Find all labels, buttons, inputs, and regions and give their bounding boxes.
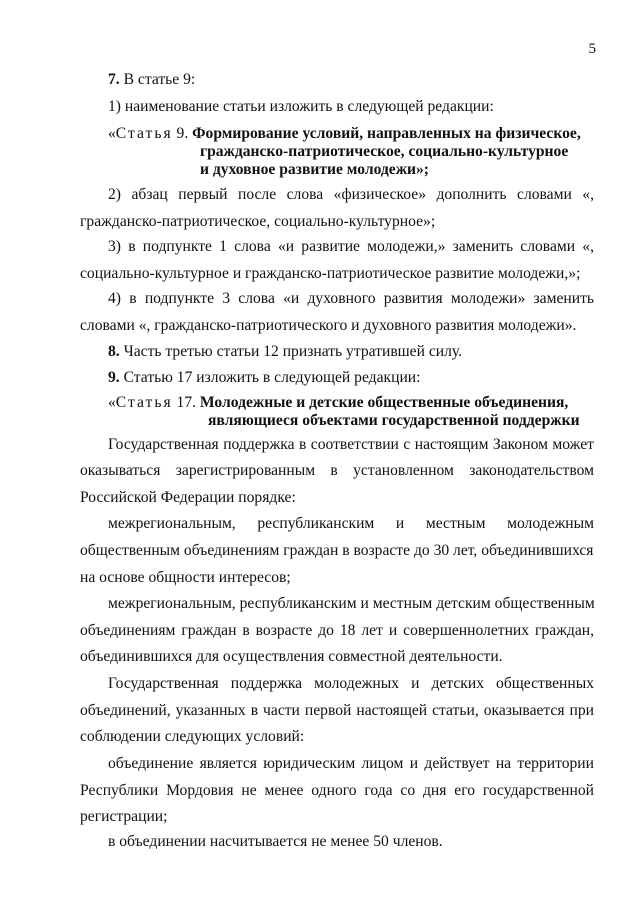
article-9-number: 9. [172,125,193,142]
item-8-text: Часть третью статьи 12 признать утратившей силу. [119,343,463,360]
item-9-heading [80,368,594,388]
para-2-line-2: общественным объединениям граждан в возрасте до 30 лет, объединившихся [80,542,594,559]
article-17-title-line-1 [80,393,594,413]
para-2-line-3: на основе общности интересов; [80,569,291,586]
article-9-title-line-2: гражданско-патриотическое, социально-культурное [200,143,569,160]
item-9-number: 9. [108,369,120,386]
item-7-sub-2-line-1: 2) абзац первый после слова «физическое» дополнить словами «, [108,186,594,203]
para-6-line-1: в объединении насчитывается не менее 50 членов. [108,833,443,850]
article-17-title-text-1: Молодежные и детские общественные объединения, [199,394,569,411]
item-7-sub-3-line-2: социально-культурное и гражданско-патриотическое развитие молодежи,»; [80,265,581,282]
item-8-number: 8. [108,343,120,360]
para-4-line-1: Государственная поддержка молодежных и детских общественных [108,675,594,692]
article-17-title-line-2: являющиеся объектами государственной поддержки [208,412,580,429]
para-5-line-3: регистрации; [80,808,168,825]
para-5-line-2: Республики Мордовия не менее одного года со дня его государственной [80,782,594,799]
item-7-sub-3-line-1: 3) в подпункте 1 слова «и развитие молодежи,» заменить словами «, [108,238,594,255]
item-9-text: Статью 17 изложить в следующей редакции: [119,369,421,386]
article-9-title-line-1 [80,124,594,144]
article-9-word: Статья [115,125,173,142]
para-3-line-3: объединившихся для осуществления совместной деятельности. [80,648,503,665]
page-number: 5 [588,41,596,57]
article-17-open-quote: « [108,394,116,411]
item-7-sub-1: 1) наименование статьи изложить в следующей редакции: [108,98,494,115]
item-7-number: 7. [108,71,120,88]
para-4-line-2: объединений, указанных в части первой настоящей статьи, оказывается при [80,702,594,719]
item-7-sub-2-line-2: гражданско-патриотическое, социально-культурное»; [80,213,436,230]
article-9-title-line-3: и духовное развитие молодежи»; [200,161,430,178]
article-9-title-text-1: Формирование условий, направленных на физическое, [192,125,581,142]
article-9-open-quote: « [108,125,116,142]
item-8 [80,342,594,362]
item-7-sub-4-line-1: 4) в подпункте 3 слова «и духовного развития молодежи» заменить [108,290,594,307]
para-3-line-1: межрегиональным, республиканским и местным детским общественным [108,595,595,612]
item-7-text: В статье 9: [119,71,196,88]
item-7-sub-4-line-2: словами «, гражданско-патриотического и духовного развития молодежи». [80,317,577,334]
para-4-line-3: соблюдении следующих условий: [80,728,305,745]
para-1-line-2: оказываться зарегистрированным в установленном законодательством [80,462,594,479]
para-1-line-1: Государственная поддержка в соответствии с настоящим Законом может [108,436,594,453]
item-7-heading [80,70,594,90]
para-1-line-3: Российской Федерации порядке: [80,489,296,506]
para-2-line-1: межрегиональным, республиканским и местным молодежным [108,515,594,532]
para-5-line-1: объединение является юридическим лицом и действует на территории [108,755,594,772]
para-3-line-2: объединениям граждан в возрасте до 18 лет и совершеннолетних граждан, [80,622,594,639]
article-17-number: 17. [172,394,200,411]
article-17-word: Статья [115,394,173,411]
